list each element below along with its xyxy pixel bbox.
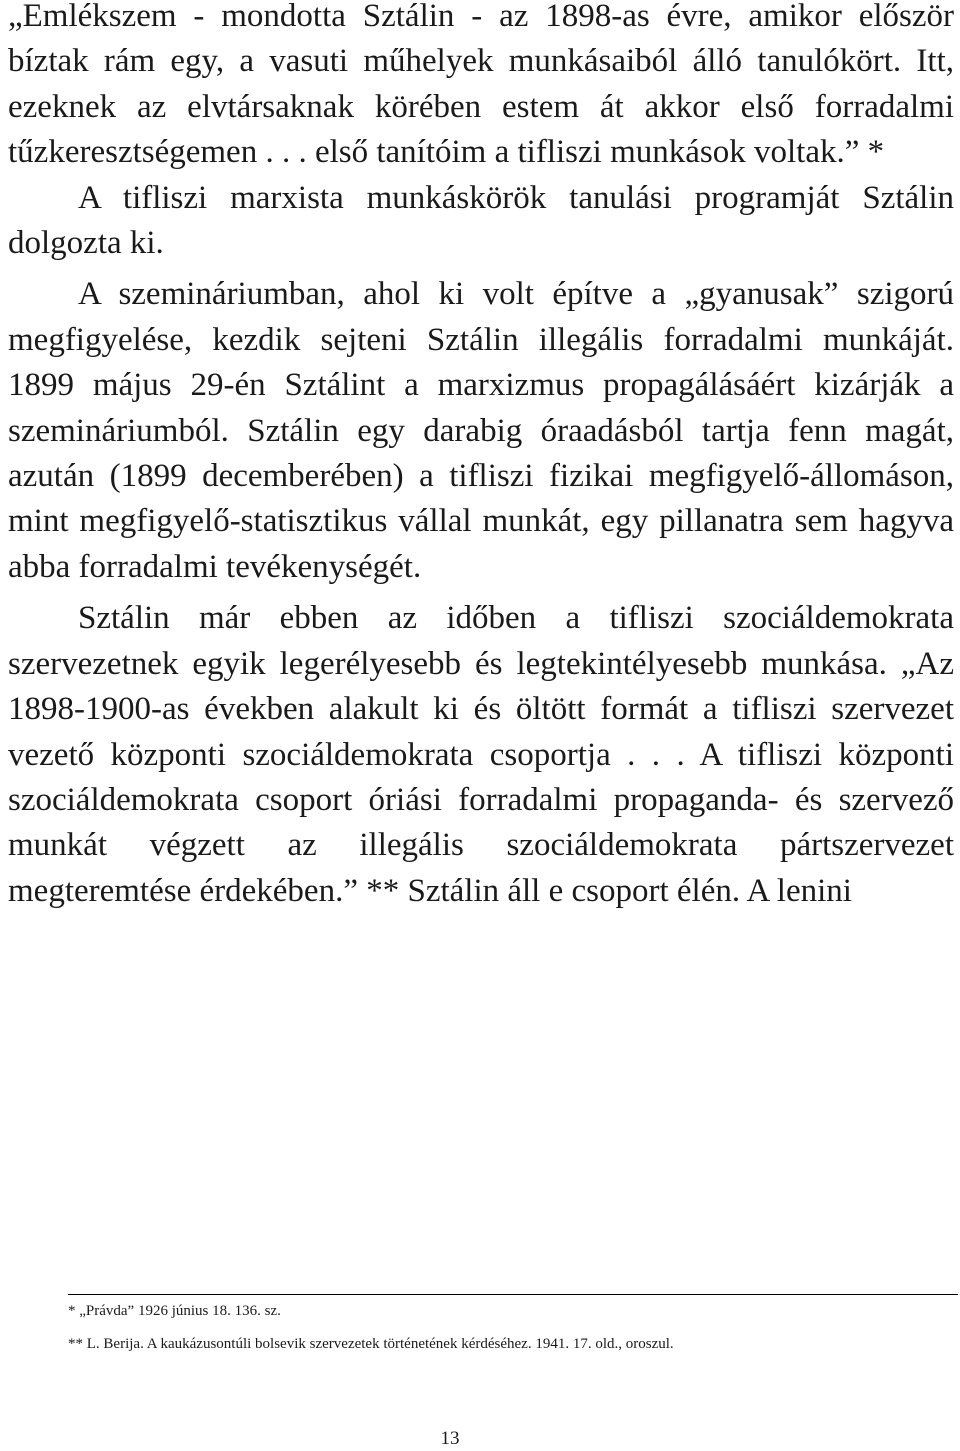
paragraph-1: „Emlékszem - mondotta Sztálin - az 1898-as évre, amikor először bíztak rám egy, a vasuti műhelyek munkásaiból álló tanulókört. Itt, ezeknek az elvtársaknak körében estem át akkor első forradalmi tűzkeresztségemen . . . első tanítóim a tifliszi munkások voltak.” * [8,0,954,171]
footnote-2: ** L. Berija. A kaukázusontúli bolsevik szervezetek történetének kérdéséhez. 1941. 17. old., oroszul. [68,1336,674,1352]
page-body [8,0,954,914]
footnotes [68,1294,958,1354]
paragraph-3: A szemináriumban, ahol ki volt építve a „gyanusak” szigorú megfigyelése, kezdik sejteni Sztálin illegális forradalmi munkáját. 1899 május 29-én Sztálint a marxizmus propagálásáért kizárják a szemináriumból. Sztálin egy darabig óraadásból tartja fenn magát, azután (1899 decemberében) a tifliszi fizikai megfigyelő-állomáson, mint megfigyelő-statisztikus vállal munkát, egy pillanatra sem hagyva abba forradalmi tevékenységét. [8,276,954,585]
page-number: 13 [440,1428,460,1449]
footnote-1: * „Právda” 1926 június 18. 136. sz. [68,1303,281,1319]
paragraph-2: A tifliszi marxista munkáskörök tanulási programját Sztálin dolgozta ki. [8,179,954,262]
paragraph-4: Sztálin már ebben az időben a tifliszi szociáldemokrata szervezetnek egyik legerélyesebb és legtekintélyesebb munkása. „Az 1898-1900-as években alakult ki és öltött formát a tifliszi szervezet vezető központi szociáldemokrata csoportja . . . A tifliszi központi szociáldemokrata csoport óriási forradalmi propaganda- és szervező munkát végzett az illegális szociáldemokrata pártszervezet megteremtése érdekében.” ** Sztálin áll e csoport élén. A lenini [8,600,954,909]
